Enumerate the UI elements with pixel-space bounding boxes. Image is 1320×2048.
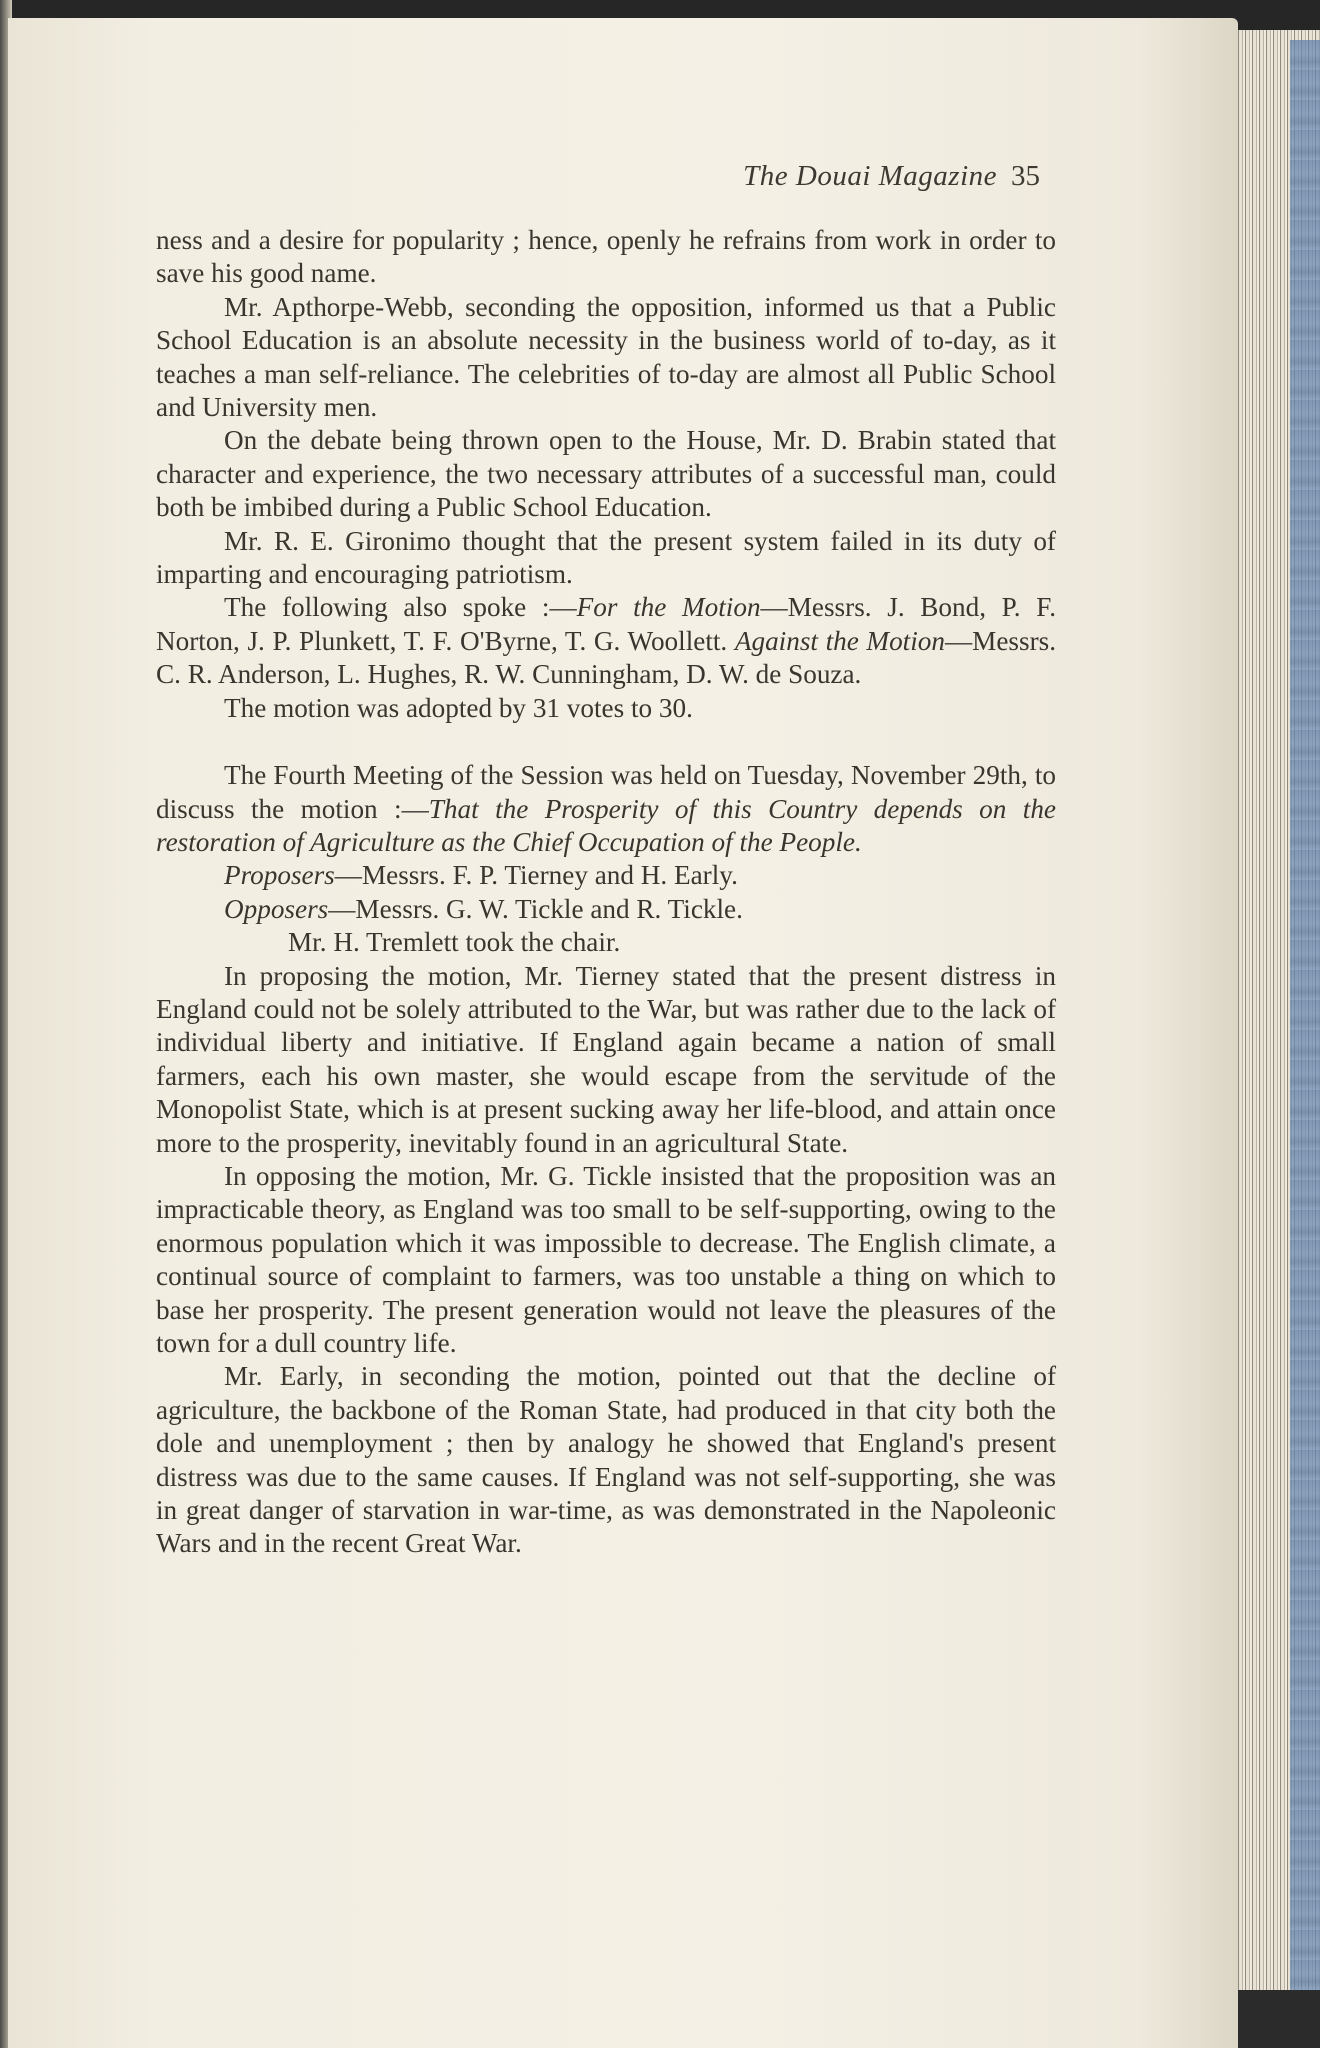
page-body: [156, 224, 1056, 1561]
for-motion-names: —Messrs. J. Bond, P. F. Norton, J. P. Plunkett, T. F. O'Byrne, T. G. Woollett.: [156, 592, 1056, 656]
paragraph-2: Mr. Apthorpe-Webb, seconding the opposition, informed us that a Public School Education is an absolute necessity in the business world of to-day, as it teaches a man self-reliance. The celebrities of to-day are almost all Public School and University men.: [156, 291, 1056, 423]
running-head: [660, 160, 1040, 196]
paragraph-3: On the debate being thrown open to the House, Mr. D. Brabin stated that character and experience, the two necessary attributes of a successful man, could both be imbibed during a Public School Education.: [156, 425, 1056, 523]
proposers-names: —Messrs. F. P. Tierney and H. Early.: [334, 860, 738, 891]
page-edge-tint: [1290, 40, 1320, 2040]
for-motion-label: For the Motion: [576, 592, 761, 623]
against-motion-names: —Messrs. C. R. Anderson, L. Hughes, R. W. Cunningham, D. W. de Souza.: [156, 625, 1057, 690]
speakers-intro: The following also spoke :—: [224, 592, 577, 623]
paragraph-early: Mr. Early, in seconding the motion, pointed out that the decline of agriculture, the backbone of the Roman State, had produced in that city both the dole and unemployment ; then by analogy he showed that England's present distress was due to the same causes. If England was not self-supporting, she was in great danger of starvation in war-time, as was demonstrated in the Napoleonic Wars and in the recent Great War.: [156, 1361, 1056, 1559]
scan-corner: [1230, 1990, 1320, 2048]
paragraph-4: Mr. R. E. Gironimo thought that the present system failed in its duty of imparting and encouraging patriotism.: [156, 525, 1056, 590]
opposers-line: [156, 893, 1056, 926]
fourth-meeting-paragraph: [156, 759, 1056, 859]
against-motion-label: Against the Motion: [734, 625, 945, 656]
magazine-title: The Douai Magazine: [743, 160, 997, 192]
paragraph-speakers: [156, 591, 1056, 691]
vote-result: The motion was adopted by 31 votes to 30.: [224, 692, 693, 723]
motion-title: That the Prosperity of this Country depends on the restoration of Agriculture as the Chief Occupation of the People.: [156, 793, 1056, 857]
opposers-names: —Messrs. G. W. Tickle and R. Tickle.: [328, 893, 743, 924]
paragraph-tierney: In proposing the motion, Mr. Tierney stated that the present distress in England could not be solely attributed to the War, but was rather due to the lack of individual liberty and initiative. If England again became a nation of small farmers, each his own master, she would escape from the servitude of the Monopolist State, which is at present sucking away her life-blood, and attain once more to the prosperity, inevitably found in an agricultural State.: [156, 960, 1056, 1158]
page-number: 35: [1011, 160, 1040, 192]
chair-line: Mr. H. Tremlett took the chair.: [288, 927, 621, 958]
opposers-label: Opposers: [224, 893, 329, 924]
paragraph-1: ness and a desire for popularity ; hence, openly he refrains from work in order to save his good name.: [156, 225, 1056, 289]
proposers-line: [156, 859, 1056, 892]
proposers-label: Proposers: [224, 860, 335, 891]
paragraph-tickle: In opposing the motion, Mr. G. Tickle insisted that the proposition was an impracticable theory, as England was too small to be self-supporting, owing to the enormous population which it was impossible to decrease. The English climate, a continual source of complaint to farmers, was too unstable a thing on which to base her prosperity. The present generation would not leave the pleasures of the town for a dull country life.: [156, 1160, 1056, 1358]
meeting-intro: The Fourth Meeting of the Session was held on Tuesday, November 29th, to discuss the motion :—: [156, 760, 1056, 824]
